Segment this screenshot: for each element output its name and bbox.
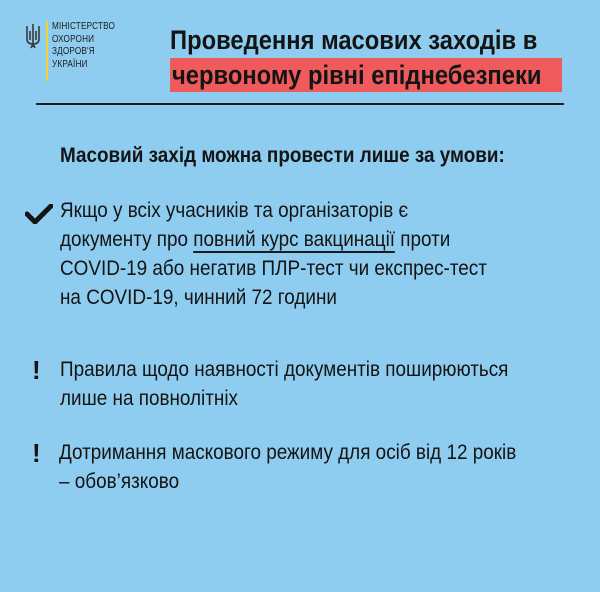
vaccination-course-underlined: повний курс вакцинації [193,228,396,251]
header-divider [36,103,564,105]
item-line: на COVID-19, чинний 72 години [60,286,337,309]
logo-line: МІНІСТЕРСТВО [52,21,116,32]
item-text: проти [395,228,451,251]
item-line: Якщо у всіх учасників та організаторів є [60,199,409,222]
logo-line: ЗДОРОВ'Я [52,46,95,57]
logo-text [52,21,129,71]
title-line-1: Проведення масових заходів в [170,25,538,55]
item-line: Дотримання маскового режиму для осіб від 12 років [59,441,517,464]
exclamation-icon: ! [32,355,41,385]
item-text: документу про [60,228,194,251]
conditions-heading: Масовий захід можна провести лише за умови: [60,144,505,167]
item-line: COVID-19 або негатив ПЛР-тест чи експрес-тест [60,257,487,280]
item-line: Правила щодо наявності документів поширюються [60,358,509,381]
checkmark-icon [25,204,53,224]
item-line: лише на повнолітніх [60,387,239,410]
ukraine-trident-icon [26,23,40,49]
exclamation-icon: ! [32,438,41,468]
item-line [60,225,519,254]
condition-item-adults [60,355,570,413]
condition-item-masks [59,438,579,496]
logo-line: УКРАЇНИ [52,58,88,70]
page-title [170,22,587,90]
title-line-2-text: червоному рівні епіднебезпеки [172,60,542,90]
logo-yellow-bar [46,21,48,81]
item-line: – обов’язково [59,470,180,493]
title-line-2 [170,58,562,92]
logo-line: ОХОРОНИ [52,33,95,45]
ministry-logo [26,21,129,81]
condition-item-vaccination [60,196,570,312]
